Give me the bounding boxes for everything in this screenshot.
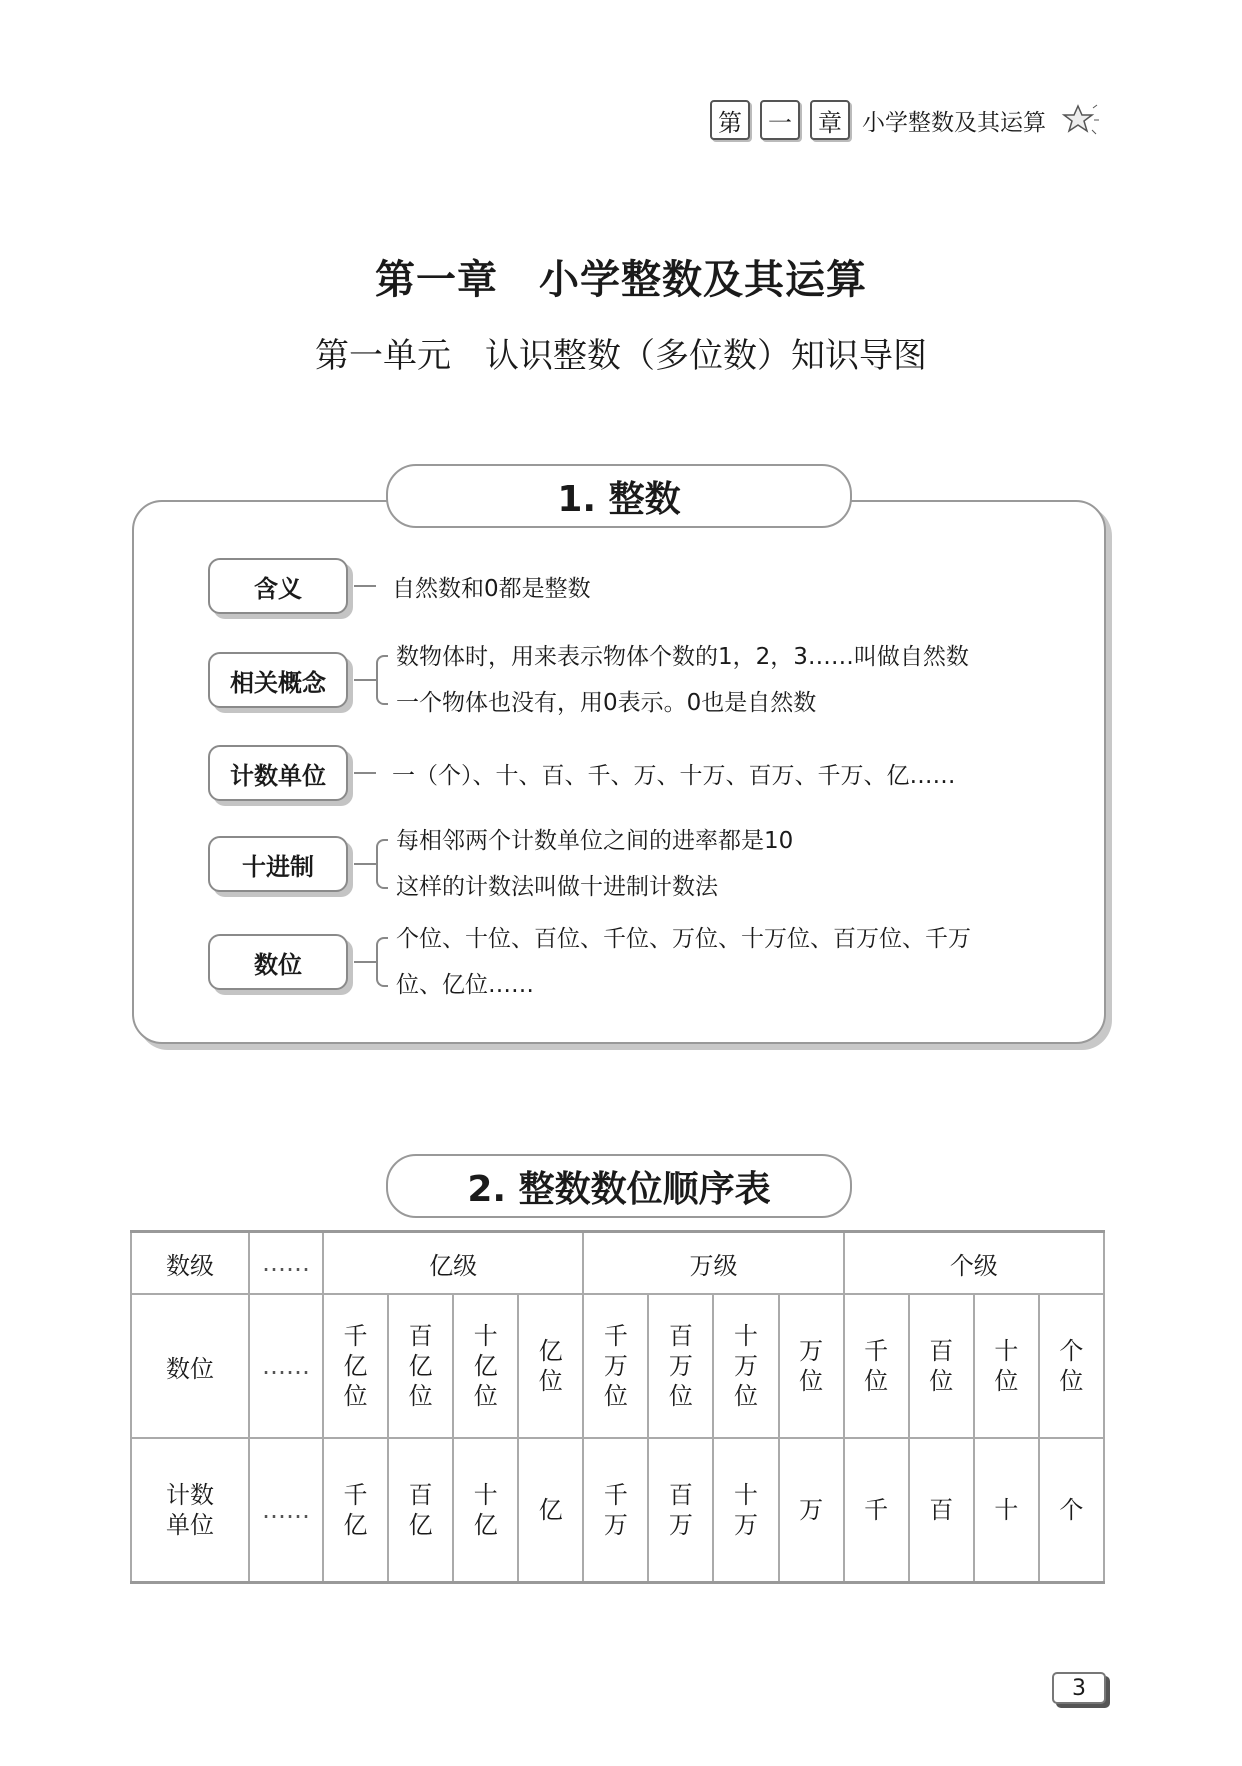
place-cell: 十万位 bbox=[713, 1294, 778, 1438]
running-header bbox=[710, 100, 1100, 140]
unit-cell: 千万 bbox=[583, 1438, 648, 1583]
concept-row bbox=[208, 818, 793, 910]
concept-text: 数物体时，用来表示物体个数的1，2，3……叫做自然数 bbox=[396, 644, 969, 670]
concept-text: 自然数和0都是整数 bbox=[392, 575, 591, 602]
place-cell: 百亿位 bbox=[388, 1294, 453, 1438]
place-cell: 个位 bbox=[1039, 1294, 1104, 1438]
brace bbox=[376, 839, 388, 889]
concept-label: 十进制 bbox=[208, 836, 348, 892]
unit-subtitle: 第一单元 认识整数（多位数）知识导图 bbox=[315, 336, 927, 376]
concept-row bbox=[208, 916, 971, 1008]
place-cell: 百位 bbox=[909, 1294, 974, 1438]
unit-cell: 百 bbox=[909, 1438, 974, 1583]
section-heading: 1. 整数 bbox=[386, 464, 852, 528]
page-number: 3 bbox=[1052, 1672, 1106, 1704]
place-cell: 千万位 bbox=[583, 1294, 648, 1438]
concept-text: 这样的计数法叫做十进制计数法 bbox=[396, 874, 718, 900]
place-cell: 十位 bbox=[974, 1294, 1039, 1438]
place-cell: 千亿位 bbox=[323, 1294, 388, 1438]
ellipsis-cell: …… bbox=[249, 1294, 323, 1438]
star-icon bbox=[1060, 100, 1100, 140]
brace bbox=[376, 937, 388, 987]
place-cell: 千位 bbox=[844, 1294, 909, 1438]
running-header-title: 小学整数及其运算 bbox=[862, 109, 1046, 136]
section-heading: 2. 整数数位顺序表 bbox=[386, 1154, 852, 1218]
concept-text: 位、亿位…… bbox=[396, 972, 534, 998]
place-cell: 十亿位 bbox=[453, 1294, 518, 1438]
unit-cell: 十亿 bbox=[453, 1438, 518, 1583]
unit-cell: 十 bbox=[974, 1438, 1039, 1583]
unit-cell: 千亿 bbox=[323, 1438, 388, 1583]
connector bbox=[354, 961, 376, 963]
concept-text: 一（个）、十、百、千、万、十万、百万、千万、亿…… bbox=[392, 762, 956, 789]
connector bbox=[354, 863, 376, 865]
brace bbox=[376, 655, 388, 705]
level-cell: 个级 bbox=[844, 1232, 1104, 1295]
ellipsis-cell: …… bbox=[249, 1232, 323, 1295]
concept-label: 计数单位 bbox=[208, 745, 348, 801]
concept-text: 一个物体也没有，用0表示。0也是自然数 bbox=[396, 690, 817, 716]
concept-row bbox=[208, 745, 956, 801]
chapter-box: 章 bbox=[810, 100, 850, 140]
unit-cell: 万 bbox=[779, 1438, 844, 1583]
chapter-box: 第 bbox=[710, 100, 750, 140]
unit-cell: 十万 bbox=[713, 1438, 778, 1583]
place-cell: 亿位 bbox=[518, 1294, 583, 1438]
chapter-title: 第一章 小学整数及其运算 bbox=[375, 257, 867, 303]
connector bbox=[354, 679, 376, 681]
level-cell: 亿级 bbox=[323, 1232, 583, 1295]
row-label: 数位 bbox=[131, 1294, 249, 1438]
connector bbox=[354, 772, 376, 774]
unit-cell: 百亿 bbox=[388, 1438, 453, 1583]
concept-text: 个位、十位、百位、千位、万位、十万位、百万位、千万 bbox=[396, 926, 971, 952]
row-label: 数级 bbox=[131, 1232, 249, 1295]
concept-text: 每相邻两个计数单位之间的进率都是10 bbox=[396, 828, 794, 854]
concept-label: 含义 bbox=[208, 558, 348, 614]
place-cell: 百万位 bbox=[648, 1294, 713, 1438]
level-cell: 万级 bbox=[583, 1232, 843, 1295]
concept-row bbox=[208, 634, 969, 726]
ellipsis-cell: …… bbox=[249, 1438, 323, 1583]
concept-row bbox=[208, 558, 591, 614]
unit-cell: 百万 bbox=[648, 1438, 713, 1583]
unit-cell: 亿 bbox=[518, 1438, 583, 1583]
place-cell: 万位 bbox=[779, 1294, 844, 1438]
unit-cell: 千 bbox=[844, 1438, 909, 1583]
concept-label: 相关概念 bbox=[208, 652, 348, 708]
chapter-box: 一 bbox=[760, 100, 800, 140]
row-label: 计数单位 bbox=[131, 1438, 249, 1583]
unit-cell: 个 bbox=[1039, 1438, 1104, 1583]
connector bbox=[354, 585, 376, 587]
concept-label: 数位 bbox=[208, 934, 348, 990]
place-value-table bbox=[130, 1230, 1105, 1584]
